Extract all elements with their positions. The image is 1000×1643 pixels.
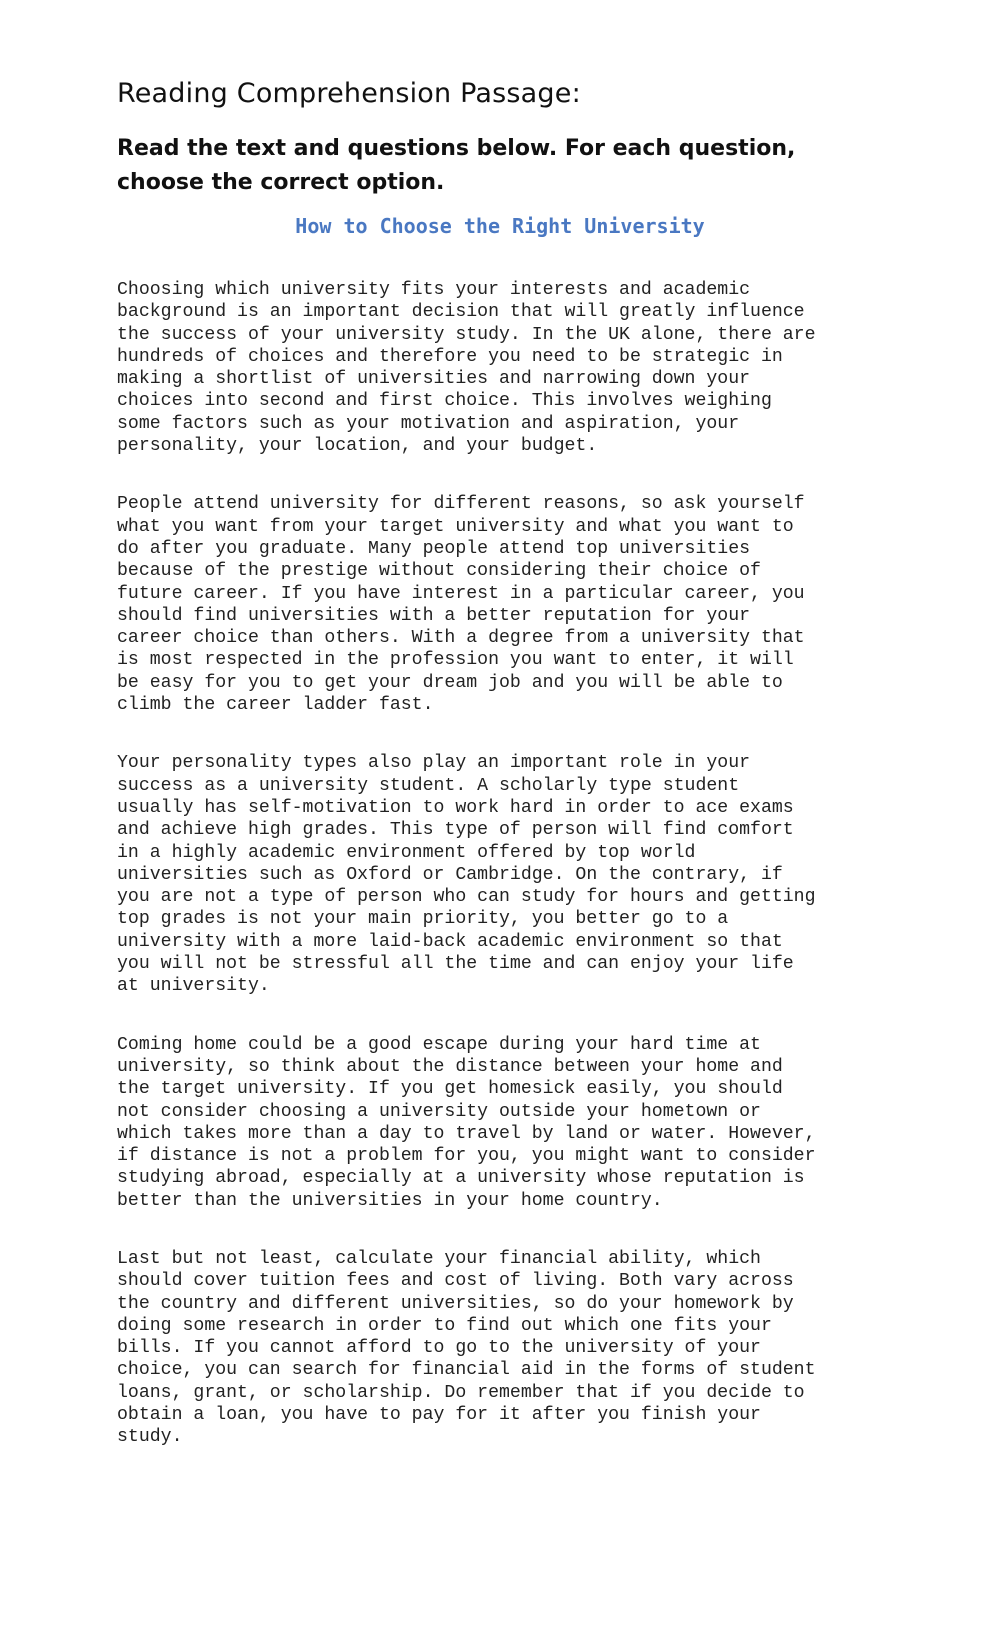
paragraph-1: Choosing which university fits your interests and academic background is an important decision that will greatly influence the success of your university study. In the UK alone, there are hundreds of choices and therefore you need to be strategic in making a shortlist of universities and narrowing down your choices into second and first choice. This involves weighing some factors such as your motivation and aspiration, your personality, your location, and your budget.: [117, 280, 816, 457]
paragraph-4: Coming home could be a good escape during your hard time at university, so think about the distance between your home and the target university. If you get homesick easily, you should not consider choosing a university outside your hometown or which takes more than a day to travel by land or water. However, if distance is not a problem for you, you might want to consider studying abroad, especially at a university whose reputation is better than the universities in your home country.: [117, 1034, 816, 1211]
paragraph-5: Last but not least, calculate your financial ability, which should cover tuition fees and cost of living. Both vary across the country and different universities, so do your homework by doing some research in order to find out which one fits your bills. If you cannot afford to go to the university of your choice, you can search for financial aid in the forms of student loans, grant, or scholarship. Do remember that if you decide to obtain a loan, you have to pay for it after you finish your study.: [117, 1248, 816, 1448]
instructions: Read the text and questions below. For each question, choose the correct option.: [117, 136, 796, 195]
passage-body: [117, 279, 877, 1485]
page-heading: Reading Comprehension Passage:: [117, 78, 581, 109]
paragraph-2: People attend university for different reasons, so ask yourself what you want from your target university and what you want to do after you graduate. Many people attend top universities because of the prestige without considering their choice of future career. If you have interest in a particular career, you should find universities with a better reputation for your career choice than others. With a degree from a university that is most respected in the profession you want to enter, it will be easy for you to get your dream job and you will be able to climb the career ladder fast.: [117, 494, 805, 716]
passage-title: How to Choose the Right University: [295, 214, 705, 238]
paragraph-3: Your personality types also play an important role in your success as a university student. A scholarly type student usually has self-motivation to work hard in order to ace exams and achieve high grades. This type of person will find comfort in a highly academic environment offered by top world universities such as Oxford or Cambridge. On the contrary, if you are not a type of person who can study for hours and getting top grades is not your main priority, you better go to a university with a more laid-back academic environment so that you will not be stressful all the time and can enjoy your life at university.: [117, 753, 816, 997]
